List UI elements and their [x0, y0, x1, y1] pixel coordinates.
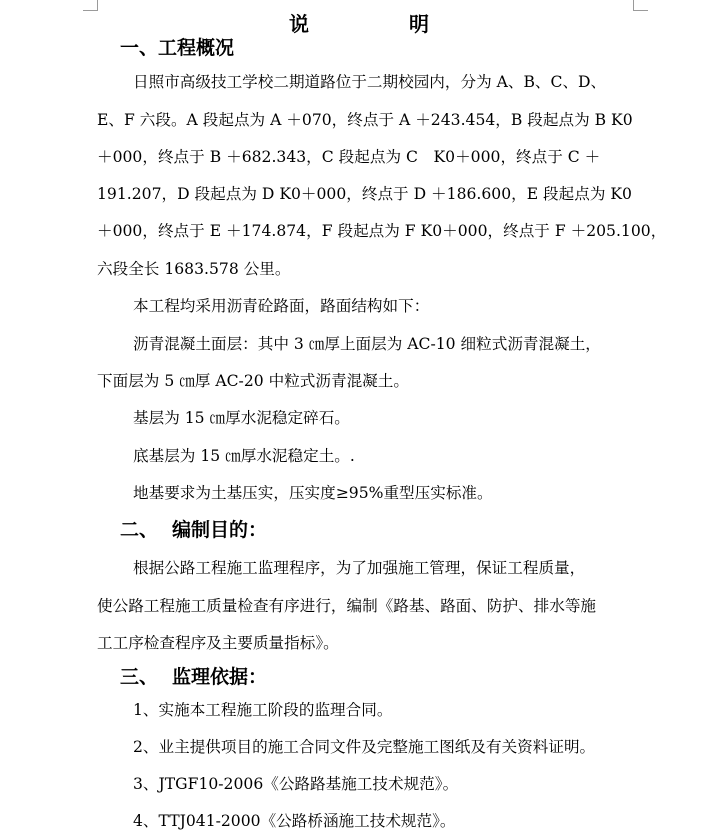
document-title: 说 明 — [289, 12, 469, 36]
paragraph-line: ＋000，终点于 B ＋682.343，C 段起点为 C K0＋000，终点于 C ＋ — [97, 148, 601, 166]
list-item: 3、JTGF10-2006《公路路基施工技术规范》。 — [133, 775, 459, 793]
paragraph-line: 基层为 15 ㎝厚水泥稳定碎石。 — [133, 409, 350, 427]
list-item: 2、业主提供项目的施工合同文件及完整施工图纸及有关资料证明。 — [133, 738, 596, 756]
paragraph-line: ＋000，终点于 E ＋174.874，F 段起点为 F K0＋000，终点于 F ＋205.100， — [97, 222, 667, 240]
paragraph-line: 六段全长 1683.578 公里。 — [97, 260, 291, 278]
paragraph-line: 工工序检查程序及主要质量指标》。 — [97, 634, 339, 652]
paragraph-line: 使公路工程施工质量检查有序进行，编制《路基、路面、防护、排水等施 — [97, 597, 597, 615]
list-item: 1、实施本工程施工阶段的监理合同。 — [133, 701, 393, 719]
paragraph-line: 191.207，D 段起点为 D K0＋000，终点于 D ＋186.600，E 段起点为 K0 — [97, 185, 632, 203]
list-item: 4、TTJ041-2000《公路桥涵施工技术规范》。 — [133, 812, 456, 830]
paragraph-line: E、F 六段。A 段起点为 A ＋070，终点于 A ＋243.454，B 段起点为 B K0 — [97, 111, 633, 129]
paragraph-line: 日照市高级技工学校二期道路位于二期校园内，分为 A、B、C、D、 — [133, 73, 607, 91]
paragraph-line: 下面层为 5 ㎝厚 AC-20 中粒式沥青混凝土。 — [97, 372, 409, 390]
section-2-heading — [120, 518, 267, 542]
section-2-title: 编制目的： — [172, 519, 268, 541]
paragraph-line: 根据公路工程施工监理程序，为了加强施工管理，保证工程质量， — [133, 559, 586, 577]
section-3-heading — [120, 665, 267, 689]
paragraph-line: 沥青混凝土面层：其中 3 ㎝厚上面层为 AC-10 细粒式沥青混凝土， — [133, 335, 601, 353]
paragraph-line: 本工程均采用沥青砼路面，路面结构如下： — [133, 297, 430, 315]
section-3-number: 三、 — [120, 666, 159, 688]
paragraph-line: 地基要求为土基压实，压实度≥95%重型压实标准。 — [133, 484, 493, 502]
section-1-heading: 一、工程概况 — [120, 37, 235, 59]
section-2-number: 二、 — [120, 519, 159, 541]
section-3-title: 监理依据： — [172, 666, 268, 688]
paragraph-line: 底基层为 15 ㎝厚水泥稳定土。. — [133, 447, 355, 465]
